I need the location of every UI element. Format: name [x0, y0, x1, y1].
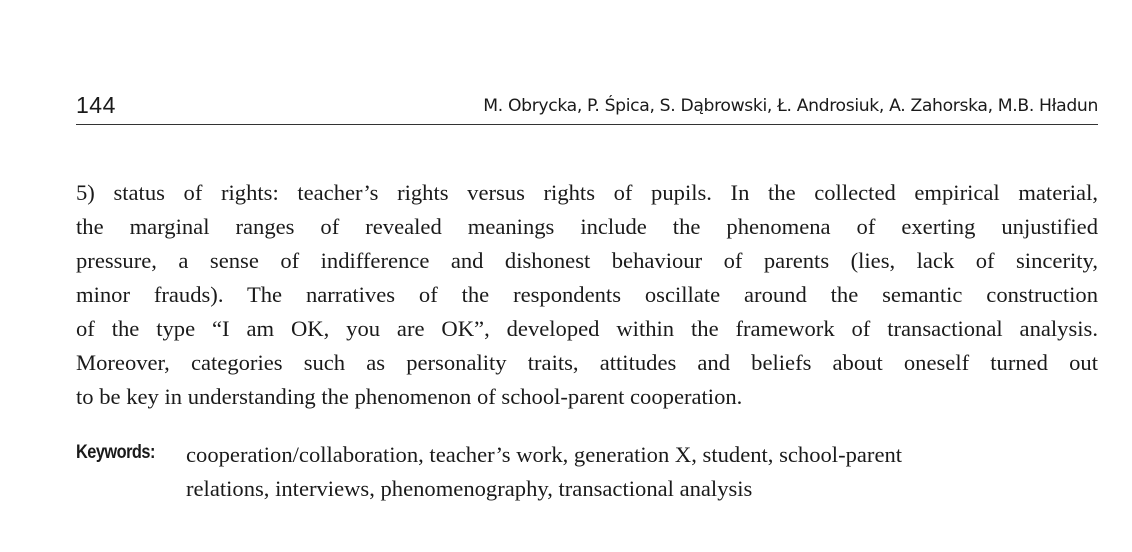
page-number: 144	[76, 92, 116, 118]
paragraph-line: the marginal ranges of revealed meanings include the phenomena of exerting unjustified	[76, 214, 1098, 239]
keywords-label: Keywords:	[76, 442, 155, 463]
page-header	[76, 88, 1098, 125]
paragraph-line: pressure, a sense of indifference and dishonest behaviour of parents (lies, lack of sincerity,	[76, 248, 1098, 273]
body-paragraph	[76, 176, 1098, 414]
paragraph-line: Moreover, categories such as personality traits, attitudes and beliefs about oneself turned out	[76, 350, 1098, 375]
keywords-line: relations, interviews, phenomenography, transactional analysis	[186, 476, 753, 501]
paragraph-line: 5) status of rights: teacher’s rights versus rights of pupils. In the collected empirical material,	[76, 180, 1098, 205]
paragraph-line: minor frauds). The narratives of the respondents oscillate around the semantic construction	[76, 282, 1098, 307]
running-head-authors: M. Obrycka, P. Śpica, S. Dąbrowski, Ł. Androsiuk, A. Zahorska, M.B. Hładun	[483, 96, 1098, 116]
paragraph-line: to be key in understanding the phenomenon of school-parent cooperation.	[76, 384, 743, 409]
paragraph-line: of the type “I am OK, you are OK”, developed within the framework of transactional analysis.	[76, 316, 1098, 341]
keywords-line: cooperation/collaboration, teacher’s work, generation X, student, school-parent	[186, 442, 903, 467]
keywords-list	[186, 438, 1076, 506]
